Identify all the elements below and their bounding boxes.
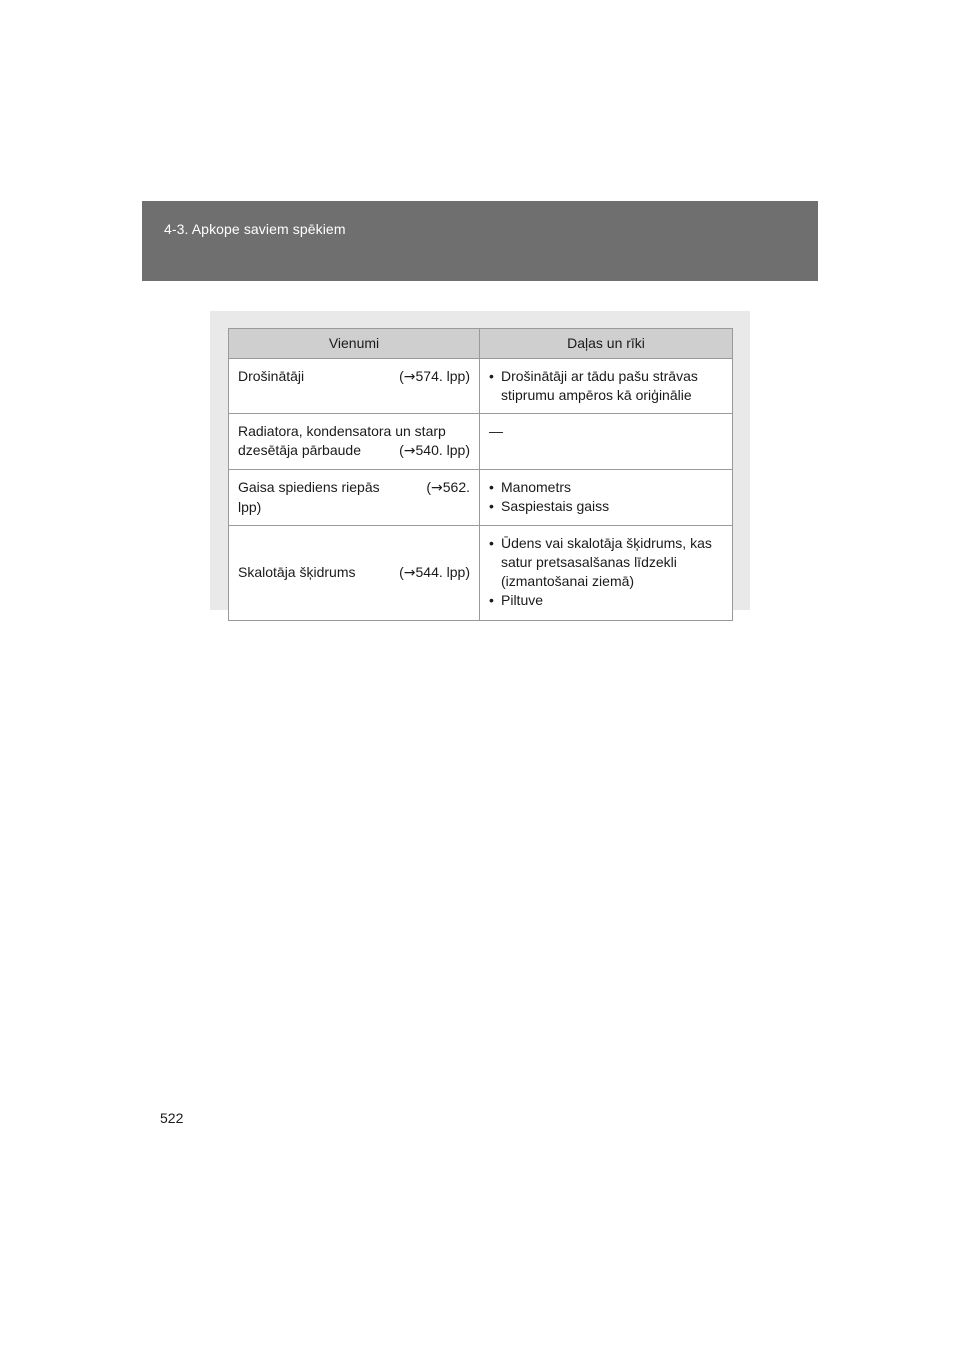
- item-name-line1: Radiatora, kondensatora un starp: [238, 423, 446, 439]
- tools-cell-tire-pressure: [480, 470, 733, 526]
- list-item: • Piltuve: [489, 591, 723, 610]
- arrow-right-icon: →: [403, 565, 416, 581]
- section-title: 4-3. Apkope saviem spēkiem: [164, 221, 346, 237]
- tools-cell-washer-fluid: [480, 526, 733, 621]
- table-row: [229, 359, 733, 414]
- list-item: • Drošinātāji ar tādu pašu strāvas stiprumu ampēros kā oriģinālie: [489, 367, 723, 405]
- table-header-row: [229, 329, 733, 359]
- table-row: [229, 414, 733, 470]
- page-reference: (→544. lpp): [399, 564, 470, 581]
- tools-cell-fuses: [480, 359, 733, 414]
- table-row: [229, 526, 733, 621]
- item-name: Skalotāja šķidrums: [238, 564, 356, 580]
- tools-cell-radiator: —: [480, 414, 733, 470]
- page-reference: (→574. lpp): [399, 368, 470, 385]
- item-cell-washer-fluid: [229, 526, 480, 621]
- arrow-right-icon: →: [403, 369, 416, 385]
- page-reference: (→540. lpp): [399, 442, 470, 459]
- item-name: Gaisa spiediens riepās: [238, 479, 380, 495]
- section-header-bar: [142, 201, 818, 281]
- list-item: • Manometrs: [489, 478, 723, 497]
- column-header-items: Vienumi: [229, 329, 480, 359]
- items-tools-table: [228, 328, 733, 621]
- item-cell-tire-pressure: [229, 470, 480, 526]
- table-row: [229, 470, 733, 526]
- list-item: • Ūdens vai skalotāja šķidrums, kas satur pretsasalšanas līdzekli (izmantošanai ziemā): [489, 534, 723, 591]
- page-number: 522: [160, 1110, 184, 1126]
- column-header-tools: Daļas un rīki: [480, 329, 733, 359]
- page-reference: (→562.: [426, 479, 470, 496]
- page-reference-continued: lpp): [238, 499, 262, 515]
- item-cell-radiator: [229, 414, 480, 470]
- arrow-right-icon: →: [431, 480, 443, 496]
- table-panel: [210, 311, 750, 610]
- item-name: Drošinātāji: [238, 368, 305, 384]
- item-name-line2: dzesētāja pārbaude: [238, 442, 361, 458]
- item-cell-fuses: [229, 359, 480, 414]
- arrow-right-icon: →: [403, 443, 416, 459]
- list-item: • Saspiestais gaiss: [489, 497, 723, 516]
